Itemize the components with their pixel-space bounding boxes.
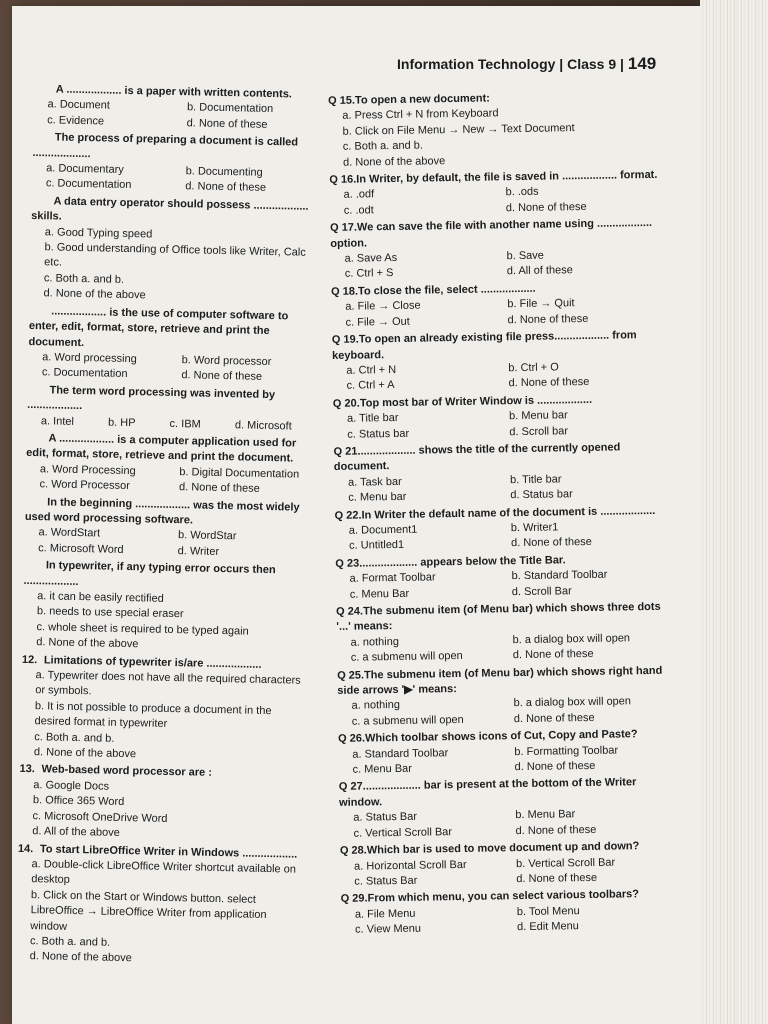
- option: d. None of these: [512, 648, 594, 662]
- question-text: A data entry operator should possess .................. skills.: [31, 195, 309, 223]
- question-text: To close the file, select ..................: [357, 282, 536, 298]
- option: c. Word Processor: [39, 478, 130, 493]
- options: [25, 462, 311, 499]
- options: [341, 902, 671, 938]
- question: [337, 663, 668, 730]
- options: [332, 359, 662, 395]
- option: b. HP: [107, 416, 136, 429]
- option: a. Google Docs: [33, 779, 110, 793]
- question: [328, 89, 659, 171]
- option: d. None of these: [181, 369, 263, 384]
- question: [335, 552, 666, 603]
- option: a. Double-click LibreOffice Writer shortcut available on desktop: [31, 858, 297, 887]
- question-number: Q 21.: [333, 445, 361, 458]
- option: d. Scroll Bar: [511, 584, 572, 598]
- question-number: Q 22.: [334, 509, 362, 522]
- question-number: Q 17.: [330, 221, 358, 235]
- option: c. Microsoft Word: [38, 541, 124, 556]
- option: b. Menu bar: [508, 409, 568, 423]
- left-column: [15, 82, 318, 973]
- header-separator: |: [559, 56, 564, 72]
- option: d. Edit Menu: [517, 920, 579, 934]
- options: [32, 161, 318, 198]
- question-text: In Writer the default name of the document is ..................: [361, 504, 656, 522]
- option: a. Word Processing: [39, 462, 136, 477]
- question-text: To start LibreOffice Writer in Windows ..................: [39, 842, 298, 861]
- option: c. Ctrl + A: [346, 379, 395, 393]
- options: [338, 742, 668, 778]
- question-text: .................. appears below the Title Bar.: [362, 554, 566, 570]
- option: d. None of the above: [29, 950, 132, 965]
- option: b. Documenting: [185, 165, 263, 179]
- option: b. needs to use special eraser: [36, 605, 184, 621]
- option: a. File → Close: [345, 299, 421, 314]
- question-text: The process of preparing a document is called ...................: [32, 131, 299, 160]
- options: [337, 631, 667, 667]
- option: a. Status Bar: [353, 810, 418, 824]
- options: [338, 694, 668, 730]
- question-number: Q 23.: [335, 557, 363, 570]
- option: c. Menu bar: [348, 490, 407, 504]
- question-text: A .................. is a paper with written contents.: [55, 83, 293, 101]
- option: b. Standard Toolbar: [511, 568, 608, 583]
- option: b. Ctrl + O: [508, 361, 559, 375]
- options: [340, 854, 670, 890]
- question: [20, 652, 307, 766]
- option: b. Vertical Scroll Bar: [516, 856, 616, 870]
- question-text: .................. bar is present at the bottom of the Writer window.: [339, 776, 637, 809]
- header-separator-2: |: [620, 56, 624, 72]
- option: d. None of these: [186, 117, 268, 131]
- options: [24, 525, 310, 562]
- question-text: We can save the file with another name using .................. option.: [330, 217, 653, 250]
- question-text: The term word processing was invented by ..................: [27, 384, 276, 413]
- option: c. a submenu will open: [351, 713, 464, 728]
- option: b. Click on the Start or Windows button. select LibreOffice → LibreOffice Writer from application window: [30, 888, 267, 933]
- question-number: 14.: [17, 842, 34, 855]
- options: [28, 350, 314, 387]
- question-text: .................. is the use of computer software to enter, edit, format, store, retrieve and print the document.: [28, 305, 289, 349]
- question: [33, 82, 319, 134]
- option: d. Microsoft: [234, 418, 292, 433]
- option: c. IBM: [169, 417, 201, 431]
- question-text: Which toolbar shows icons of Cut, Copy and Paste?: [364, 728, 638, 745]
- option: b. WordStar: [177, 529, 237, 543]
- option: b. Digital Documentation: [179, 465, 300, 481]
- option: a. Intel: [40, 414, 75, 428]
- options: [331, 295, 661, 331]
- question: [338, 727, 669, 778]
- option: c. Microsoft OneDrive Word: [32, 809, 168, 825]
- page-number: 149: [627, 54, 657, 73]
- option: d. None of these: [510, 536, 592, 550]
- right-column: [328, 89, 671, 941]
- option: d. Writer: [177, 544, 220, 558]
- options: [16, 857, 303, 971]
- option: c. Vertical Scroll Bar: [353, 825, 453, 840]
- question: [339, 775, 670, 842]
- question: [332, 328, 663, 395]
- option: d. All of these: [506, 264, 573, 278]
- question-text: In the beginning .................. was the most widely used word processing software.: [24, 495, 300, 527]
- options: [328, 104, 659, 171]
- question-number: Q 25.: [337, 669, 365, 682]
- option: b. Tool Menu: [516, 904, 580, 918]
- question-text: The submenu item (of Menu bar) which shows three dots '...' means:: [336, 600, 661, 634]
- question-text: .................. shows the title of the currently opened document.: [333, 441, 621, 474]
- question-number: Q 26.: [338, 732, 366, 746]
- option: a. nothing: [351, 699, 401, 713]
- option: b. a dialog box will open: [513, 695, 632, 710]
- option: c. a submenu will open: [350, 650, 463, 664]
- question: [335, 503, 666, 554]
- option: c. Status bar: [347, 427, 410, 441]
- option: a. Task bar: [348, 475, 402, 489]
- option: a. Documentary: [46, 162, 124, 176]
- option: b. Good understanding of Office tools like Writer, Calc etc.: [44, 241, 306, 270]
- options: [339, 806, 669, 842]
- option: a. Word processing: [42, 351, 137, 366]
- option: a. File Menu: [354, 907, 416, 921]
- question: [340, 839, 671, 890]
- question-number: Q 27.: [338, 780, 366, 794]
- page-header: [397, 54, 697, 84]
- question-number: Q 16.: [329, 173, 357, 187]
- option: a. Good Typing speed: [44, 225, 153, 241]
- option: b. Office 365 Word: [32, 794, 125, 809]
- option: d. None of these: [513, 711, 595, 726]
- option: c. Status Bar: [354, 874, 418, 888]
- option: b. Writer1: [510, 521, 559, 535]
- question-number: Q 18.: [331, 285, 359, 298]
- question-text: A .................. is a computer application used for edit, format, store, retrieve and print the document.: [26, 432, 297, 465]
- question: [27, 383, 313, 435]
- question-number: Q 15.: [328, 94, 356, 107]
- question-number: Q 29.: [340, 892, 368, 906]
- options: [20, 668, 307, 766]
- options: [335, 519, 665, 555]
- question-number: 13.: [19, 763, 36, 776]
- question-text: To open a new document:: [354, 92, 490, 107]
- question-text: In Writer, by default, the file is saved in .................. format.: [356, 168, 658, 186]
- option: d. None of these: [508, 376, 590, 390]
- option: c. Documentation: [41, 366, 128, 381]
- question: [25, 431, 311, 499]
- option: c. Documentation: [45, 177, 132, 192]
- option: a. Document: [47, 98, 111, 112]
- option: c. Menu Bar: [352, 762, 413, 776]
- option: d. None of these: [514, 759, 596, 774]
- question-text: To open an already existing file press.................. from keyboard.: [332, 329, 637, 362]
- option: a. Horizontal Scroll Bar: [354, 858, 467, 873]
- question-text: Top most bar of Writer Window is ..................: [359, 393, 593, 410]
- options: [336, 567, 666, 603]
- option: b. Menu Bar: [515, 808, 576, 822]
- option: a. Standard Toolbar: [352, 746, 449, 761]
- question: [329, 168, 660, 219]
- question-stem: [28, 304, 314, 356]
- option: b. Click on File Menu → New → Text Document: [342, 121, 575, 138]
- question: [341, 887, 672, 938]
- question: [331, 280, 662, 331]
- question: [22, 558, 309, 656]
- option: b. .ods: [505, 186, 539, 199]
- option: d. None of the above: [43, 287, 146, 302]
- options: [29, 225, 316, 308]
- option: c. Evidence: [47, 114, 105, 128]
- option: a. Document1: [348, 523, 418, 537]
- question-text: The submenu item (of Menu bar) which shows right hand side arrows '▶' means:: [337, 664, 663, 697]
- option: b. Title bar: [509, 473, 562, 486]
- option: a. WordStart: [38, 526, 101, 540]
- option: c. Both a. and b.: [43, 272, 125, 286]
- option: d. None of these: [178, 481, 260, 495]
- question: [29, 194, 316, 308]
- option: d. None of these: [515, 823, 597, 837]
- option: c. Untitled1: [349, 539, 405, 553]
- option: a. Typewriter does not have all the required characters or symbols.: [35, 669, 301, 698]
- option: a. Press Ctrl + N from Keyboard: [342, 107, 499, 123]
- option: a. Title bar: [347, 412, 399, 425]
- option: b. Word processor: [181, 354, 272, 368]
- question: [32, 130, 318, 198]
- option: b. File → Quit: [507, 297, 575, 311]
- header-class: Class 9: [567, 56, 617, 72]
- option: d. None of the above: [33, 746, 137, 761]
- option: a. nothing: [350, 635, 400, 649]
- option: b. Save: [506, 249, 544, 263]
- option: b. Documentation: [186, 101, 274, 116]
- option: a. Format Toolbar: [349, 571, 436, 585]
- option: c. Ctrl + S: [344, 267, 394, 281]
- question-number: Q 24.: [336, 605, 364, 618]
- question-number: Q 19.: [331, 333, 359, 347]
- option: c. whole sheet is required to be typed again: [36, 620, 249, 638]
- options: [330, 247, 660, 283]
- book-page: [12, 6, 702, 1024]
- option: d. None of the above: [342, 154, 446, 169]
- option: c. File → Out: [345, 315, 410, 329]
- option: d. All of the above: [32, 825, 120, 840]
- options: [334, 471, 664, 507]
- option: d. None of these: [516, 871, 598, 886]
- header-title: Information Technology: [397, 56, 556, 72]
- option: a. it can be easily rectified: [37, 590, 164, 605]
- option: c. Both a. and b.: [342, 139, 424, 153]
- question: [28, 304, 315, 387]
- question: [16, 841, 304, 970]
- options: [333, 407, 663, 443]
- question-text: Which bar is used to move document up and down?: [366, 840, 640, 857]
- option: c. Menu Bar: [349, 587, 410, 601]
- option: b. Formatting Toolbar: [514, 744, 619, 758]
- question-text: Limitations of typewriter is/are ..................: [43, 653, 262, 671]
- option: c. View Menu: [355, 922, 422, 936]
- option: c. Both a. and b.: [29, 935, 111, 949]
- options: [22, 589, 308, 657]
- question: [18, 762, 305, 845]
- option: d. None of the above: [36, 636, 139, 651]
- question-text: From which menu, you can select various toolbars?: [367, 888, 640, 905]
- options: [18, 778, 304, 846]
- question-number: Q 28.: [339, 844, 367, 857]
- option: c. Both a. and b.: [34, 730, 115, 745]
- question: [333, 391, 664, 442]
- options: [33, 97, 319, 134]
- question: [334, 440, 665, 507]
- option: a. Save As: [344, 251, 398, 265]
- option: d. None of these: [505, 200, 587, 215]
- question: [336, 600, 667, 667]
- option: b. a dialog box will open: [512, 632, 631, 646]
- option: d. None of these: [185, 180, 267, 195]
- question-number: Q 20.: [332, 397, 360, 410]
- question-text: Web-based word processor are :: [41, 763, 213, 780]
- question: [24, 494, 310, 562]
- question: [330, 216, 661, 283]
- option: d. Scroll bar: [509, 424, 569, 438]
- question-text: In typewriter, if any typing error occurs then ..................: [23, 559, 276, 588]
- option: a. .odf: [343, 188, 375, 202]
- options: [329, 183, 659, 219]
- option: d. Status bar: [510, 488, 573, 502]
- option: c. .odt: [343, 204, 374, 217]
- option: b. It is not possible to produce a document in the desired format in typewriter: [34, 700, 272, 731]
- option: a. Ctrl + N: [346, 363, 397, 377]
- page-edges: [700, 0, 768, 1024]
- question-number: 12.: [21, 653, 38, 666]
- option: d. None of these: [507, 312, 589, 326]
